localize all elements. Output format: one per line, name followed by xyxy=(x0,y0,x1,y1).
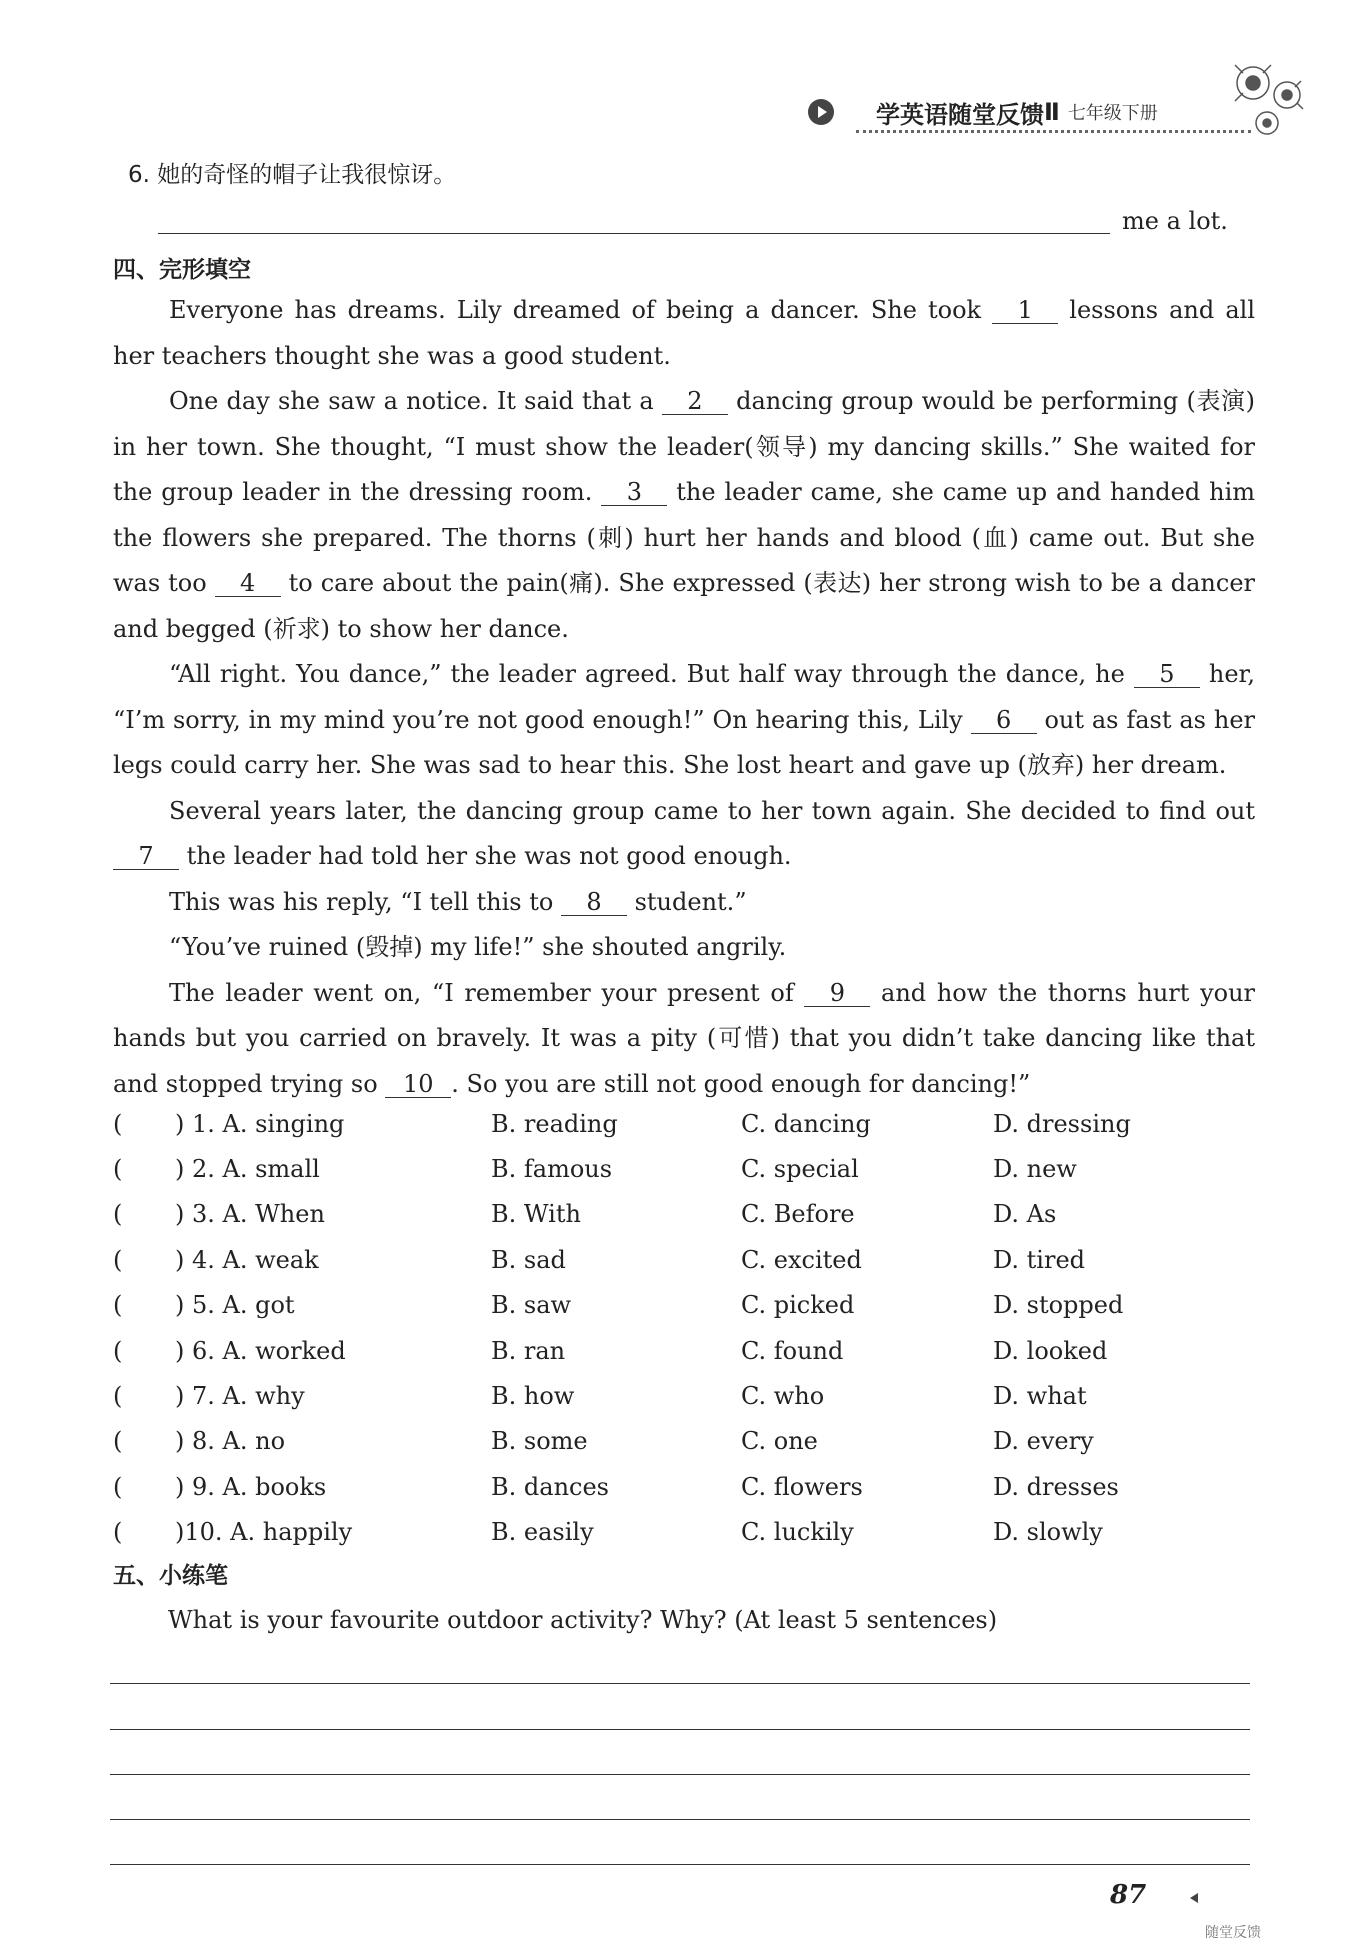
answer-tail: me a lot. xyxy=(1122,207,1228,235)
page-number: 87 xyxy=(1110,1880,1147,1910)
answer-paren[interactable]: ( xyxy=(113,1336,123,1365)
option-b[interactable]: B. ran xyxy=(491,1336,566,1365)
question-choice-a[interactable] xyxy=(113,1291,491,1319)
option-b[interactable]: B. With xyxy=(491,1200,581,1229)
option-c[interactable]: C. dancing xyxy=(741,1109,871,1138)
answer-paren[interactable]: ( xyxy=(113,1200,123,1229)
option-row xyxy=(113,1283,1255,1328)
question-choice-a[interactable] xyxy=(113,1155,491,1183)
option-c[interactable]: C. picked xyxy=(741,1291,855,1320)
page-arrow-icon xyxy=(1190,1893,1198,1903)
header-dotted-rule xyxy=(856,130,1251,133)
passage-text: The leader went on, “I remember your present of xyxy=(169,978,805,1007)
option-b[interactable]: B. saw xyxy=(491,1291,572,1320)
passage-text: “You’ve ruined (毁掉) my life!” she shouted angrily. xyxy=(169,933,787,961)
passage-paragraph xyxy=(113,789,1255,880)
option-a: ) 2. A. small xyxy=(175,1155,320,1184)
passage-paragraph xyxy=(113,880,1255,926)
question-choice-a[interactable] xyxy=(113,1518,491,1546)
translation-question-6: 6. 她的奇怪的帽子让我很惊讶。 xyxy=(128,162,457,188)
option-b[interactable]: B. reading xyxy=(491,1109,618,1138)
passage-text: student.” xyxy=(626,887,747,916)
passage-text: One day she saw a notice. It said that a xyxy=(169,387,662,415)
writing-line[interactable] xyxy=(110,1683,1250,1684)
option-a: ) 9. A. books xyxy=(175,1472,327,1501)
option-row xyxy=(113,1192,1255,1237)
passage-text: the leader had told her she was not good enough. xyxy=(179,842,792,870)
option-row xyxy=(113,1237,1255,1282)
play-icon xyxy=(808,99,834,125)
option-d[interactable]: D. dressing xyxy=(993,1109,1131,1138)
passage-text: This was his reply, “I tell this to xyxy=(169,887,561,916)
option-d[interactable]: D. tired xyxy=(993,1245,1086,1274)
passage-text: out as fast as her legs could carry her. She was sad to hear this. She lost heart and gave up (放弃) her dream. xyxy=(113,705,1255,779)
passage-text: and how the thorns hurt your hands but you carried on bravely. It was a pity (可惜) that you didn’t take dancing like that and stopped trying so xyxy=(113,978,1256,1098)
option-d[interactable]: D. every xyxy=(993,1427,1094,1456)
option-b[interactable]: B. famous xyxy=(491,1155,613,1184)
passage-text: Everyone has dreams. Lily dreamed of being a dancer. She took xyxy=(169,296,993,324)
blank-8[interactable]: 8 xyxy=(561,889,627,916)
section-title-writing: 五、小练笔 xyxy=(113,1563,228,1589)
answer-paren[interactable]: ( xyxy=(113,1472,123,1501)
passage-paragraph xyxy=(113,652,1255,789)
option-b[interactable]: B. how xyxy=(491,1382,575,1411)
option-a: ) 5. A. got xyxy=(175,1291,295,1320)
blank-2[interactable]: 2 xyxy=(662,388,728,415)
option-a: ) 6. A. worked xyxy=(175,1336,346,1365)
option-row xyxy=(113,1510,1255,1555)
option-c[interactable]: C. luckily xyxy=(741,1518,854,1547)
option-d[interactable]: D. new xyxy=(993,1155,1077,1184)
answer-paren[interactable]: ( xyxy=(113,1109,123,1138)
passage-text: to care about the pain(痛). She expressed (表达) her strong wish to be a dancer and begged (祈求) to show her dance. xyxy=(113,569,1255,643)
option-c[interactable]: C. Before xyxy=(741,1200,855,1229)
writing-line[interactable] xyxy=(110,1819,1250,1820)
option-b[interactable]: B. some xyxy=(491,1427,588,1456)
option-d[interactable]: D. slowly xyxy=(993,1518,1103,1547)
option-a: ) 8. A. no xyxy=(175,1427,286,1456)
option-b[interactable]: B. sad xyxy=(491,1245,566,1274)
answer-paren[interactable]: ( xyxy=(113,1382,123,1411)
passage-paragraph xyxy=(113,971,1255,1108)
passage-text: her, “I’m sorry, in my mind you’re not good enough!” On hearing this, Lily xyxy=(113,660,1255,734)
header-roman: Ⅱ xyxy=(1044,98,1060,126)
option-row xyxy=(113,1419,1255,1464)
option-row xyxy=(113,1101,1255,1146)
option-row xyxy=(113,1328,1255,1373)
question-choice-a[interactable] xyxy=(113,1382,491,1410)
option-c[interactable]: C. one xyxy=(741,1427,818,1456)
option-c[interactable]: C. found xyxy=(741,1336,844,1365)
passage-text: “All right. You dance,” the leader agreed. But half way through the dance, he xyxy=(169,660,1134,688)
footer-tag: 随堂反馈 xyxy=(1205,1925,1261,1941)
option-c[interactable]: C. who xyxy=(741,1382,825,1411)
question-choice-a[interactable] xyxy=(113,1427,491,1455)
option-d[interactable]: D. what xyxy=(993,1382,1087,1411)
answer-paren[interactable]: ( xyxy=(113,1291,123,1320)
option-d[interactable]: D. dresses xyxy=(993,1472,1119,1501)
option-b[interactable]: B. dances xyxy=(491,1472,609,1501)
passage-paragraph xyxy=(113,379,1255,652)
question-choice-a[interactable] xyxy=(113,1473,491,1501)
answer-paren[interactable]: ( xyxy=(113,1155,123,1184)
question-choice-a[interactable] xyxy=(113,1246,491,1274)
blank-7[interactable]: 7 xyxy=(113,843,179,870)
blank-10[interactable]: 10 xyxy=(385,1071,451,1098)
option-row xyxy=(113,1464,1255,1509)
answer-paren[interactable]: ( xyxy=(113,1427,123,1456)
option-row xyxy=(113,1146,1255,1191)
option-c[interactable]: C. excited xyxy=(741,1245,862,1274)
question-choice-a[interactable] xyxy=(113,1110,491,1138)
answer-line[interactable] xyxy=(158,233,1110,234)
question-choice-a[interactable] xyxy=(113,1200,491,1228)
flower-decoration-icon xyxy=(1215,45,1325,155)
option-d[interactable]: D. looked xyxy=(993,1336,1108,1365)
blank-9[interactable]: 9 xyxy=(804,980,870,1007)
passage-paragraph xyxy=(113,288,1255,379)
page-header xyxy=(808,92,1158,132)
writing-prompt: What is your favourite outdoor activity? Why? (At least 5 sentences) xyxy=(168,1606,998,1634)
header-title: 学英语随堂反馈 xyxy=(876,100,1044,129)
blank-1[interactable]: 1 xyxy=(992,297,1058,324)
option-c[interactable]: C. special xyxy=(741,1155,859,1184)
blank-4[interactable]: 4 xyxy=(215,570,281,597)
writing-line[interactable] xyxy=(110,1864,1250,1865)
passage-text: Several years later, the dancing group came to her town again. She decided to find out xyxy=(169,796,1255,825)
answer-paren[interactable]: ( xyxy=(113,1245,123,1274)
option-c[interactable]: C. flowers xyxy=(741,1472,863,1501)
option-b[interactable]: B. easily xyxy=(491,1518,594,1547)
passage-text: lessons and all her teachers thought she was a good student. xyxy=(113,296,1255,370)
passage-paragraph xyxy=(113,925,1255,971)
header-grade: 七年级下册 xyxy=(1067,103,1158,124)
option-a: ) 3. A. When xyxy=(175,1200,325,1229)
option-a: )10. A. happily xyxy=(175,1518,353,1547)
question-choice-a[interactable] xyxy=(113,1337,491,1365)
section-title-cloze: 四、完形填空 xyxy=(113,257,251,283)
option-a: ) 7. A. why xyxy=(175,1382,305,1411)
passage-text: . So you are still not good enough for dancing!” xyxy=(451,1069,1031,1098)
blank-3[interactable]: 3 xyxy=(601,479,667,506)
option-d[interactable]: D. As xyxy=(993,1200,1057,1229)
answer-paren[interactable]: ( xyxy=(113,1518,123,1547)
option-a: ) 4. A. weak xyxy=(175,1245,319,1274)
option-d[interactable]: D. stopped xyxy=(993,1291,1124,1320)
writing-line[interactable] xyxy=(110,1774,1250,1775)
blank-5[interactable]: 5 xyxy=(1134,661,1200,688)
writing-line[interactable] xyxy=(110,1729,1250,1730)
blank-6[interactable]: 6 xyxy=(971,707,1037,734)
option-a: ) 1. A. singing xyxy=(175,1109,345,1138)
passage-text: dancing group would be performing (表演) in her town. She thought, “I must show the leader(领导) my dancing skills.” She waited for the group leader in the dressing room. xyxy=(113,387,1255,506)
options-list xyxy=(113,1101,1255,1555)
option-row xyxy=(113,1373,1255,1418)
cloze-passage xyxy=(113,288,1255,1107)
passage-text: the leader came, she came up and handed him the flowers she prepared. The thorns (刺) hurt her hands and blood (血) came out. But she was too xyxy=(113,478,1255,597)
